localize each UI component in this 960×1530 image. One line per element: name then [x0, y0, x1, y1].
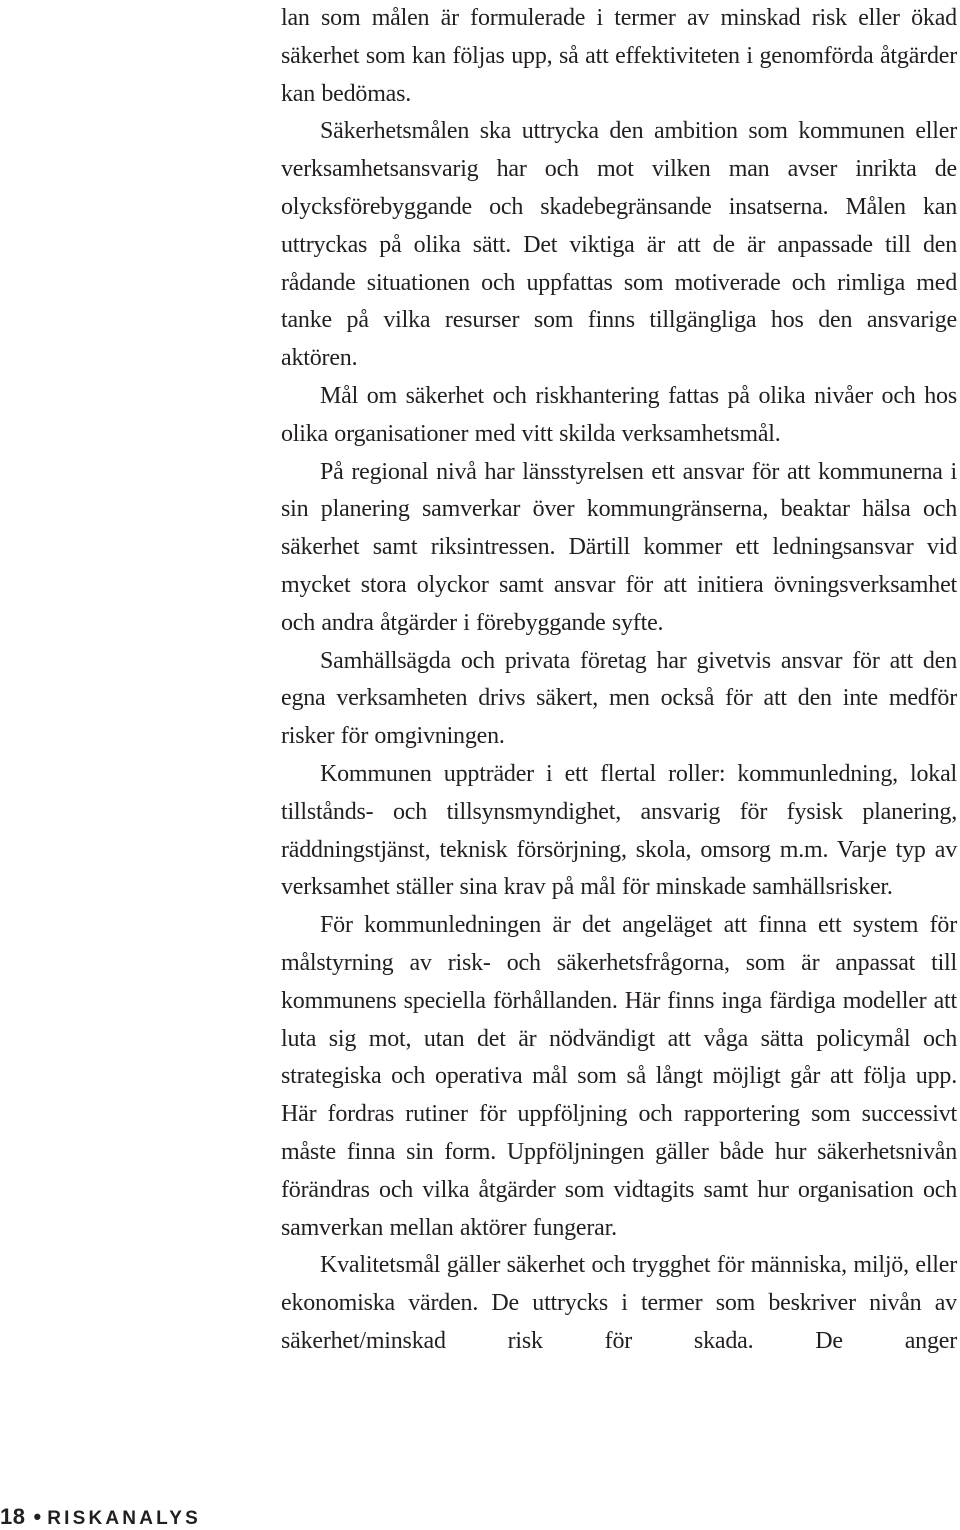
body-text: [281, 0, 957, 1361]
page-footer: [0, 1504, 201, 1530]
paragraph: Mål om säkerhet och riskhantering fattas på olika nivåer och hos olika organisationer med vitt skilda verksamhetsmål.: [281, 382, 957, 447]
paragraph: Kommunen uppträder i ett flertal roller: kommunledning, lokal tillstånds- och tillsynsmyndighet, ansvarig för fysisk planering, räddningstjänst, teknisk försörjning, skola, omsorg m.m. Varje typ av verksamhet ställer sina krav på mål för minskade samhällsrisker.: [281, 760, 957, 901]
paragraph: För kommunledningen är det angeläget att finna ett system för målstyrning av risk- och säkerhetsfrågorna, som är anpassat till kommunens speciella förhållanden. Här finns inga färdiga modeller att luta sig mot, utan det är nödvändigt att våga sätta policymål och strategiska och operativa mål som så långt möjligt går att följa upp. Här fordras rutiner för uppföljning och rapportering som successivt måste finna sin form. Uppföljningen gäller både hur säkerhetsnivån förändras och vilka åtgärder som vidtagits samt hur organisation och samverkan mellan aktörer fungerar.: [281, 912, 957, 1241]
paragraph: Samhällsägda och privata företag har givetvis ansvar för att den egna verksamheten drivs säkert, men också för att den inte medför risker för omgivningen.: [281, 647, 957, 750]
paragraph: På regional nivå har länsstyrelsen ett ansvar för att kommunerna i sin planering samverkar över kommungränserna, beaktar hälsa och säkerhet samt riksintressen. Därtill kommer ett ledningsansvar vid mycket stora olyckor samt ansvar för att initiera övningsverksamhet och andra åtgärder i förebyggande syfte.: [281, 458, 957, 636]
paragraph: Kvalitetsmål gäller säkerhet och trygghet för människa, miljö, eller ekonomiska värden. De uttrycks i termer som beskriver nivån av säkerhet/minskad risk för skada. De anger: [281, 1252, 957, 1354]
paragraph: Säkerhetsmålen ska uttrycka den ambition som kommunen eller verksamhetsansvarig har och mot vilken man avser inrikta de olycksförebyggande och skadebegränsande insatserna. Målen kan uttryckas på olika sätt. Det viktiga är att de är anpassade till den rådande situationen och uppfattas som motiverade och rimliga med tanke på vilka resurser som finns tillgängliga hos den ansvarige aktören.: [281, 118, 957, 372]
footer-separator: •: [33, 1504, 42, 1529]
page-number: 18: [0, 1504, 26, 1529]
section-title: RISKANALYS: [47, 1508, 201, 1529]
paragraph: lan som målen är formulerade i termer av minskad risk eller ökad säkerhet som kan följas upp, så att effektiviteten i genomförda åtgärder kan bedömas.: [281, 5, 957, 107]
